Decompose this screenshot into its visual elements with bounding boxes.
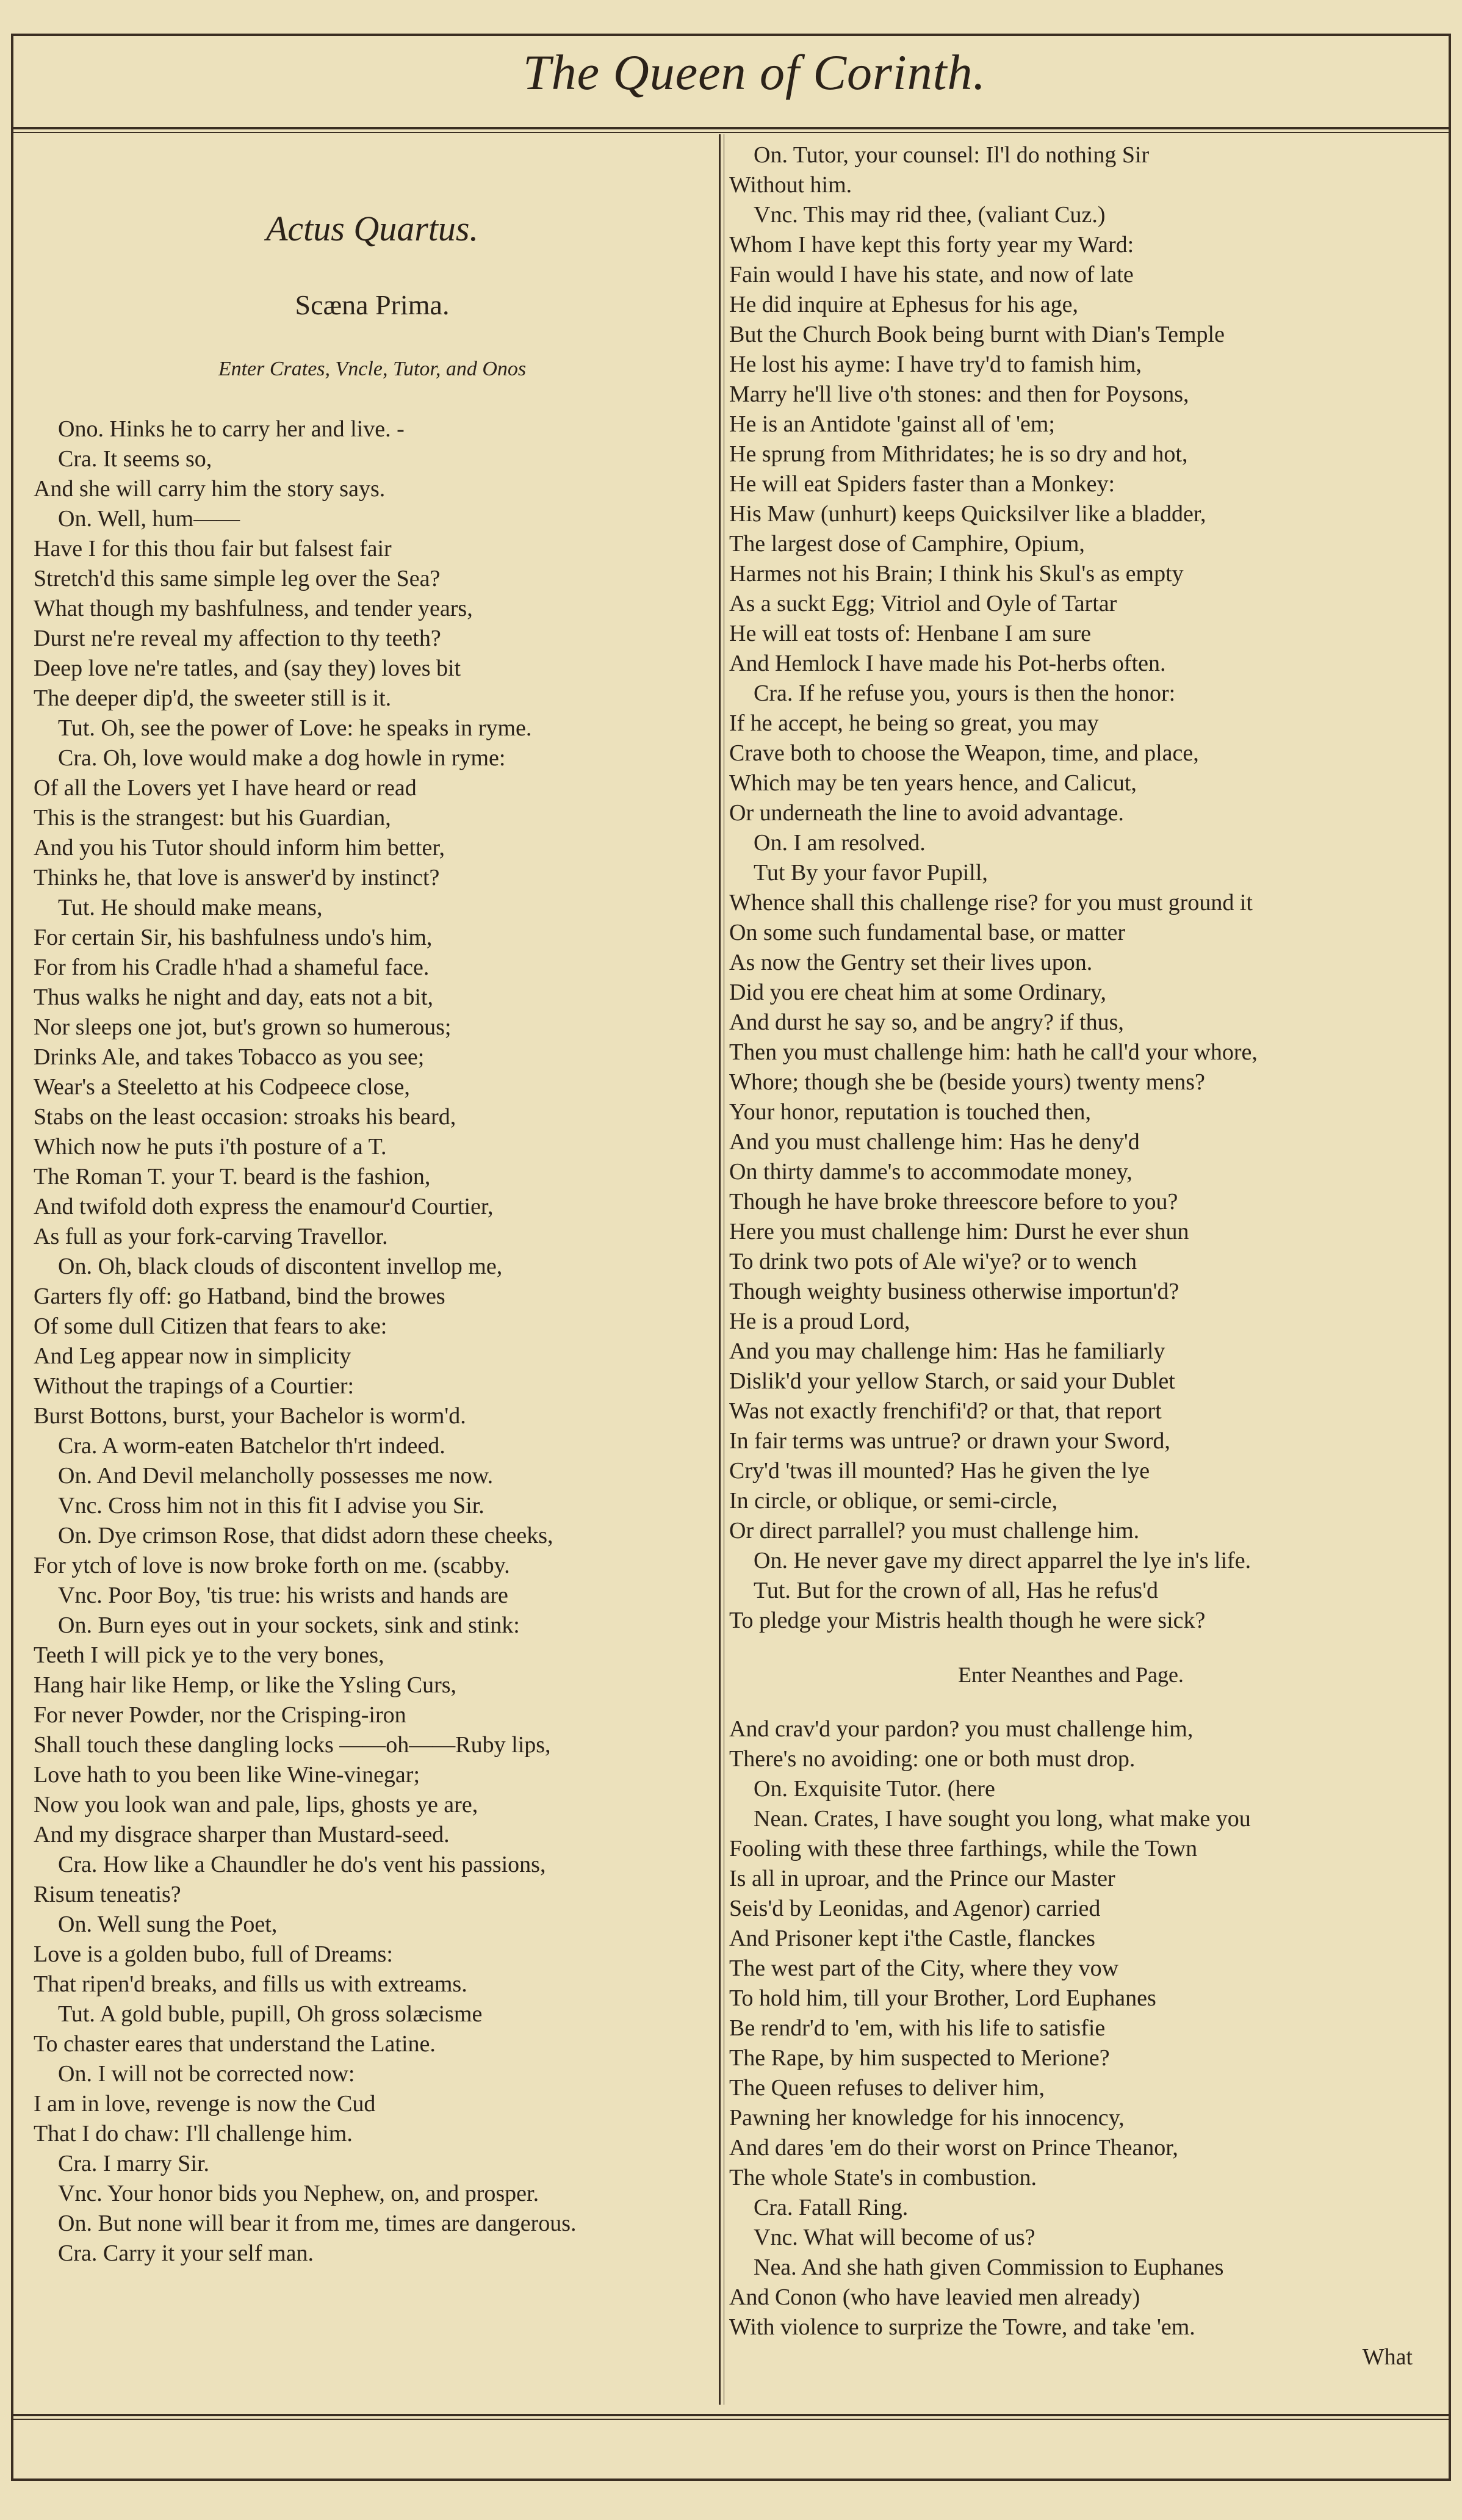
text-line: As full as your fork-carving Travellor. (34, 1224, 388, 1249)
text-line: He is a proud Lord, (729, 1309, 910, 1334)
text-line: Cra. How like a Chaundler he do's vent his passions, (58, 1852, 546, 1877)
text-line: His Maw (unhurt) keeps Quicksilver like a bladder, (729, 501, 1206, 527)
text-line: Tut. But for the crown of all, Has he refus'd (754, 1578, 1158, 1603)
text-line: I am in love, revenge is now the Cud (34, 2091, 376, 2117)
text-line: He sprung from Mithridates; he is so dry and hot, (729, 441, 1188, 467)
text-line: Risum teneatis? (34, 1882, 181, 1907)
text-line: The Roman T. your T. beard is the fashion, (34, 1164, 431, 1190)
text-line: And you may challenge him: Has he familiarly (729, 1338, 1165, 1364)
text-line: Nea. And she hath given Commission to Euphanes (754, 2255, 1224, 2280)
text-line: Seis'd by Leonidas, and Agenor) carried (729, 1896, 1101, 1921)
text-line: Pawning her knowledge for his innocency, (729, 2105, 1125, 2131)
text-line: In circle, or oblique, or semi-circle, (729, 1488, 1058, 1514)
text-line: Whore; though she be (beside yours) twenty mens? (729, 1069, 1205, 1095)
text-line: Tut. A gold buble, pupill, Oh gross solæcisme (58, 2001, 483, 2027)
text-line: Stabs on the least occasion: stroaks his beard, (34, 1104, 456, 1130)
text-line: That I do chaw: I'll challenge him. (34, 2121, 353, 2146)
stage-direction: Enter Neanthes and Page. (958, 1663, 1184, 1687)
text-line: On. I will not be corrected now: (58, 2061, 355, 2087)
right-column (729, 140, 1413, 2372)
text-line: As a suckt Egg; Vitriol and Oyle of Tartar (729, 591, 1117, 616)
text-line: Cra. I marry Sir. (58, 2151, 210, 2176)
text-line: With violence to surprize the Towre, and take 'em. (729, 2314, 1195, 2340)
text-line: And you his Tutor should inform him better, (34, 835, 445, 861)
text-line: Nean. Crates, I have sought you long, what make you (754, 1806, 1251, 1832)
text-line: And Hemlock I have made his Pot-herbs often. (729, 651, 1166, 676)
text-line: He will eat Spiders faster than a Monkey: (729, 471, 1115, 497)
text-line: On. Exquisite Tutor. (here (754, 1776, 995, 1802)
scene-title: Scæna Prima. (295, 289, 450, 320)
text-line: And she will carry him the story says. (34, 476, 386, 502)
text-line: And my disgrace sharper than Mustard-seed. (34, 1822, 450, 1847)
text-line: On. But none will bear it from me, times are dangerous. (58, 2211, 577, 2236)
running-title: The Queen of Corinth. (523, 45, 986, 100)
text-line: Deep love ne're tatles, and (say they) loves bit (34, 655, 461, 681)
text-line: On. And Devil melancholly possesses me now. (58, 1463, 494, 1489)
text-line: And durst he say so, and be angry? if thus, (729, 1009, 1124, 1035)
header-rule (11, 127, 1451, 129)
text-line: As now the Gentry set their lives upon. (729, 950, 1093, 975)
text-line: The west part of the City, where they vow (729, 1955, 1119, 1981)
text-line: Marry he'll live o'th stones: and then for Poysons, (729, 381, 1189, 407)
text-line: Tut By your favor Pupill, (754, 860, 988, 886)
text-line: Cry'd 'twas ill mounted? Has he given the lye (729, 1458, 1150, 1484)
text-line: Shall touch these dangling locks ——oh——Ruby lips, (34, 1732, 551, 1758)
text-line: Vnc. Cross him not in this fit I advise you Sir. (58, 1493, 484, 1518)
text-line: The whole State's in combustion. (729, 2165, 1037, 2190)
text-line: Burst Bottons, burst, your Bachelor is worm'd. (34, 1403, 466, 1429)
text-line: Though he have broke threescore before to you? (729, 1189, 1178, 1215)
text-line: What though my bashfulness, and tender years, (34, 596, 473, 621)
column-divider (719, 134, 721, 2405)
text-line: That ripen'd breaks, and fills us with extreams. (34, 1971, 467, 1997)
text-line: Love is a golden bubo, full of Dreams: (34, 1941, 393, 1967)
text-line: Vnc. What will become of us? (754, 2225, 1035, 2250)
text-line: And you must challenge him: Has he deny'd (729, 1129, 1140, 1155)
text-line: On. Well sung the Poet, (58, 1912, 278, 1937)
text-line: Cra. It seems so, (58, 446, 212, 472)
text-line: Teeth I will pick ye to the very bones, (34, 1642, 384, 1668)
text-line: Crave both to choose the Weapon, time, and place, (729, 740, 1199, 766)
text-line: Have I for this thou fair but falsest fair (34, 536, 392, 561)
text-line: On. Oh, black clouds of discontent invellop me, (58, 1254, 503, 1279)
text-line: Which may be ten years hence, and Calicut, (729, 770, 1137, 796)
text-line: Of some dull Citizen that fears to ake: (34, 1313, 387, 1339)
text-line: The Rape, by him suspected to Merione? (729, 2045, 1110, 2071)
text-line: Ono. Hinks he to carry her and live. - (58, 416, 405, 442)
text-line: On. Burn eyes out in your sockets, sink and stink: (58, 1612, 520, 1638)
text-line: On. Well, hum—— (58, 506, 240, 532)
text-line: On. Dye crimson Rose, that didst adorn these cheeks, (58, 1523, 553, 1548)
text-line: And Prisoner kept i'the Castle, flanckes (729, 1926, 1095, 1951)
text-line: Which now he puts i'th posture of a T. (34, 1134, 387, 1160)
text-line: On. I am resolved. (754, 830, 926, 856)
text-line: On. Tutor, your counsel: Il'l do nothing Sir (754, 142, 1150, 168)
text-line: Or underneath the line to avoid advantage. (729, 800, 1124, 826)
text-line: Fain would I have his state, and now of late (729, 262, 1134, 287)
text-line: If he accept, he being so great, you may (729, 710, 1099, 736)
text-line: Is all in uproar, and the Prince our Master (729, 1866, 1115, 1891)
text-line: Though weighty business otherwise importun'd? (729, 1279, 1179, 1304)
text-line: He did inquire at Ephesus for his age, (729, 292, 1078, 317)
text-line: For never Powder, nor the Crisping-iron (34, 1702, 406, 1728)
text-line: For ytch of love is now broke forth on me. (scabby. (34, 1553, 510, 1578)
text-line: Harmes not his Brain; I think his Skul's as empty (729, 561, 1184, 587)
bottom-rule-thin (11, 2419, 1451, 2420)
text-line: On thirty damme's to accommodate money, (729, 1159, 1133, 1185)
text-line: Whence shall this challenge rise? for you must ground it (729, 890, 1253, 915)
text-line: Drinks Ale, and takes Tobacco as you see; (34, 1044, 425, 1070)
text-line: Without him. (729, 172, 852, 198)
text-line: For certain Sir, his bashfulness undo's him, (34, 925, 433, 950)
text-line: The Queen refuses to deliver him, (729, 2075, 1045, 2101)
text-line: To pledge your Mistris health though he were sick? (729, 1608, 1206, 1633)
text-line: But the Church Book being burnt with Dian's Temple (729, 322, 1225, 347)
text-line: For from his Cradle h'had a shameful face. (34, 955, 430, 980)
text-line: Cra. Carry it your self man. (58, 2240, 314, 2266)
left-column (34, 140, 711, 2269)
text-line: Vnc. Your honor bids you Nephew, on, and prosper. (58, 2181, 539, 2206)
header-rule-thin (11, 132, 1451, 133)
text-line: He lost his ayme: I have try'd to famish him, (729, 352, 1142, 377)
text-line: Fooling with these three farthings, while the Town (729, 1836, 1198, 1861)
text-line: Love hath to you been like Wine-vinegar; (34, 1762, 420, 1788)
text-line: To hold him, till your Brother, Lord Euphanes (729, 1985, 1156, 2011)
bottom-rule (11, 2414, 1451, 2416)
text-line: Vnc. Poor Boy, 'tis true: his wrists and hands are (58, 1583, 508, 1608)
text-line: Did you ere cheat him at some Ordinary, (729, 980, 1107, 1005)
text-line: And dares 'em do their worst on Prince Theanor, (729, 2135, 1178, 2161)
text-line: Be rendr'd to 'em, with his life to satisfie (729, 2015, 1106, 2041)
right-text-block-a (729, 140, 1413, 1636)
text-line: Tut. He should make means, (58, 895, 323, 920)
text-line: The largest dose of Camphire, Opium, (729, 531, 1085, 557)
text-line: Thinks he, that love is answer'd by instinct? (34, 865, 440, 890)
text-line: He is an Antidote 'gainst all of 'em; (729, 411, 1055, 437)
text-line: Tut. Oh, see the power of Love: he speaks in ryme. (58, 715, 532, 741)
text-line: And twifold doth express the enamour'd Courtier, (34, 1194, 494, 1219)
text-line: There's no avoiding: one or both must drop. (729, 1746, 1136, 1772)
text-line: Dislik'd your yellow Starch, or said your Dublet (729, 1368, 1175, 1394)
text-line: He will eat tosts of: Henbane I am sure (729, 621, 1092, 646)
text-line: On some such fundamental base, or matter (729, 920, 1125, 945)
text-line: To drink two pots of Ale wi'ye? or to wench (729, 1249, 1137, 1274)
right-text-block-b (729, 1714, 1413, 2342)
stage-direction: Enter Crates, Vncle, Tutor, and Onos (218, 358, 527, 380)
left-text-block (34, 414, 711, 2269)
text-line: Whom I have kept this forty year my Ward: (729, 232, 1134, 258)
text-line: On. He never gave my direct apparrel the lye in's life. (754, 1548, 1251, 1573)
text-line: Garters fly off: go Hatband, bind the browes (34, 1283, 445, 1309)
text-line: Nor sleeps one jot, but's grown so humerous; (34, 1014, 452, 1040)
text-line: Durst ne're reveal my affection to thy teeth? (34, 626, 441, 651)
text-line: To chaster eares that understand the Latine. (34, 2031, 436, 2057)
text-line: Hang hair like Hemp, or like the Ysling Curs, (34, 1672, 457, 1698)
text-line: Was not exactly frenchifi'd? or that, that report (729, 1398, 1162, 1424)
text-line: The deeper dip'd, the sweeter still is it. (34, 685, 392, 711)
text-line: Or direct parrallel? you must challenge him. (729, 1518, 1140, 1543)
text-line: In fair terms was untrue? or drawn your Sword, (729, 1428, 1170, 1454)
text-line: Then you must challenge him: hath he call'd your whore, (729, 1039, 1258, 1065)
catchword: What (1362, 2344, 1413, 2370)
text-line: Cra. If he refuse you, yours is then the honor: (754, 681, 1176, 706)
text-line: Now you look wan and pale, lips, ghosts ye are, (34, 1792, 478, 1818)
text-line: Wear's a Steeletto at his Codpeece close, (34, 1074, 410, 1100)
text-line: Of all the Lovers yet I have heard or read (34, 775, 417, 801)
text-line: Vnc. This may rid thee, (valiant Cuz.) (754, 202, 1106, 228)
text-line: Cra. Fatall Ring. (754, 2195, 909, 2220)
text-line: Cra. Oh, love would make a dog howle in ryme: (58, 745, 506, 771)
text-line: Here you must challenge him: Durst he ever shun (729, 1219, 1189, 1244)
text-line: And crav'd your pardon? you must challenge him, (729, 1716, 1194, 1742)
text-line: This is the strangest: but his Guardian, (34, 805, 391, 831)
text-line: Without the trapings of a Courtier: (34, 1373, 355, 1399)
text-line: Thus walks he night and day, eats not a bit, (34, 984, 434, 1010)
text-line: Cra. A worm-eaten Batchelor th'rt indeed. (58, 1433, 445, 1459)
text-line: And Leg appear now in simplicity (34, 1343, 351, 1369)
text-line: Your honor, reputation is touched then, (729, 1099, 1092, 1125)
act-title: Actus Quartus. (266, 209, 478, 248)
text-line: And Conon (who have leavied men already) (729, 2284, 1140, 2310)
text-line: Stretch'd this same simple leg over the Sea? (34, 566, 441, 591)
